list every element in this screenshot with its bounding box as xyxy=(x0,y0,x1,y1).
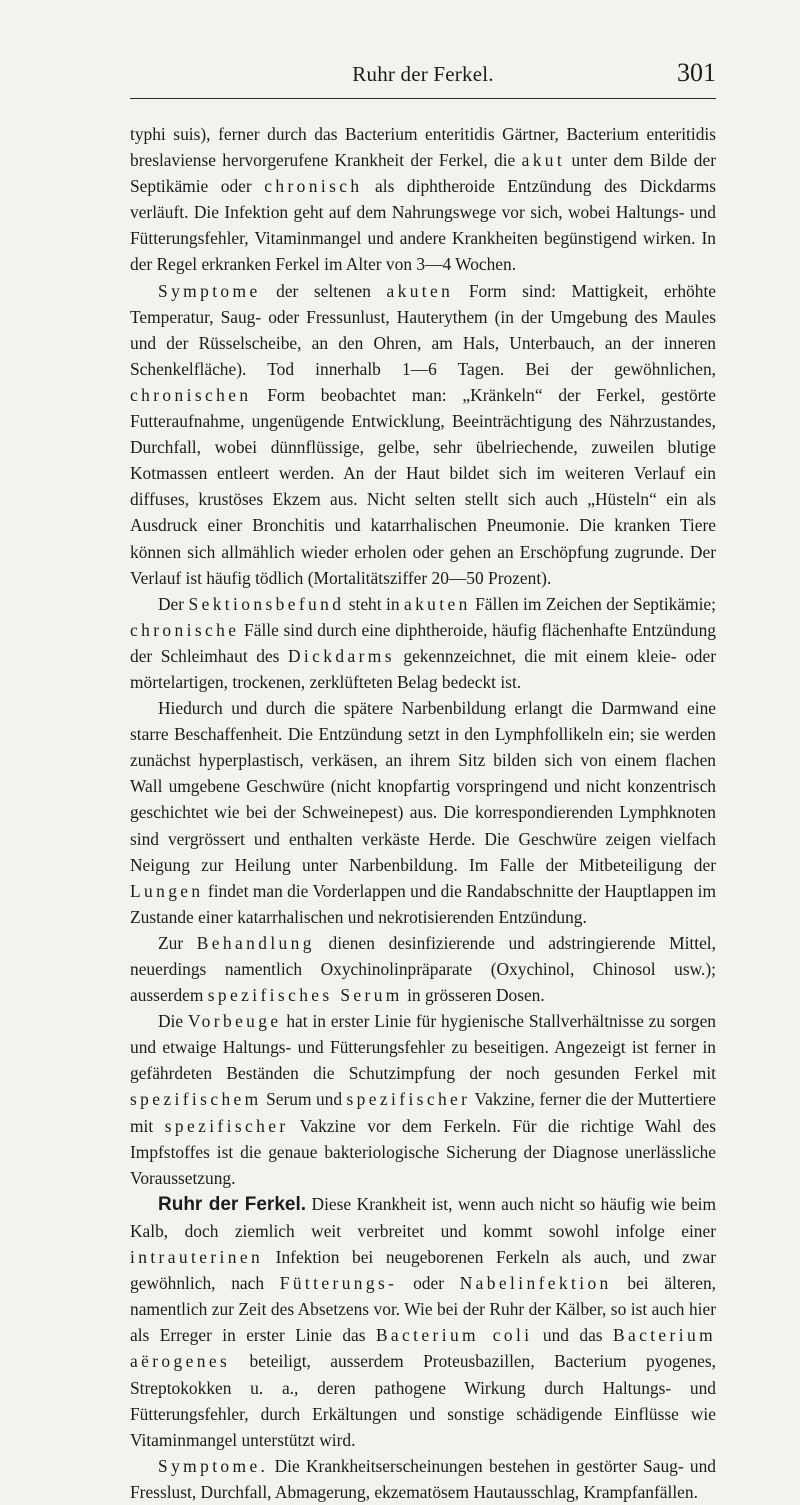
text-run: Fällen im Zeichen der Septikämie; xyxy=(470,593,716,614)
emphasis-spezifischer: spezifischer xyxy=(164,1115,289,1136)
text-run: Vakzine, ferner die der Muttertiere mit xyxy=(130,1089,716,1136)
text-run: der seltenen xyxy=(260,280,387,301)
emphasis-akuten: akuten xyxy=(403,593,471,614)
emphasis-chronisch: chronisch xyxy=(264,176,363,197)
text-run: Diese Krankheit ist, wenn auch nicht so häufig wie beim Kalb, doch ziemlich weit verbreitet und kommt sowohl infolge einer xyxy=(130,1193,716,1241)
emphasis-nabelinfektion: Nabelinfektion xyxy=(459,1273,612,1294)
paragraph-1 xyxy=(130,121,716,278)
text-run: bei älteren, namentlich zur Zeit des Absetzens vor. Wie bei der Ruhr der Kälber, so ist auch hier als Erreger in erster Linie das xyxy=(130,1273,716,1346)
text-run: Hiedurch und durch die spätere Narbenbildung erlangt die Darmwand eine starre Beschaffenheit. Die Entzündung setzt in den Lymphfollikeln ein; sie werden zunächst hyperplastisch, verkäsen, an ihrem Sitz bilden sich von einem flachen Wall umgebene Geschwüre (nicht knopfartig vorspringend und nicht konzentrisch geschichtet wie bei der Schweinepest) aus. Die korrespondierenden Lymphknoten sind vergrössert und enthalten verkäste Herde. Die Geschwüre zeigen vielfach Neigung zur Heilung unter Narbenbildung. Im Falle der Mitbeteiligung der xyxy=(130,698,716,875)
text-run: beteiligt, ausserdem Proteusbazillen, Bacterium pyogenes, Streptokokken u. a., deren pathogene Wirkung durch Haltungs- und Fütterungsfehler, durch Erkältungen und sonstige schädigende Einflüsse wie Vitaminmangel unterstützt wird. xyxy=(130,1351,716,1450)
page-number: 301 xyxy=(677,58,716,87)
emphasis-spezifischem: spezifischem xyxy=(130,1089,262,1110)
emphasis-akut: akut xyxy=(521,150,566,171)
emphasis-bacterium-coli: Bacterium coli xyxy=(375,1325,533,1346)
text-run: Infektion bei neugeborenen Ferkeln als auch, und zwar gewöhnlich, nach xyxy=(130,1247,716,1294)
paragraph-2 xyxy=(130,278,716,591)
emphasis-symptome: Symptome. xyxy=(158,1455,269,1476)
text-run: oder xyxy=(397,1273,460,1294)
paragraph-3 xyxy=(130,591,716,695)
text-run: als diphtheroide Entzündung des Dickdarms verläuft. Die Infektion geht auf dem Nahrungswege vor sich, wobei Haltungs- und Fütterungsfehler, Vitaminmangel und andere Krankheiten begünstigend wirken. In der Regel erkranken Ferkel im Alter von 3—4 Wochen. xyxy=(130,176,717,275)
paragraph-7 xyxy=(130,1191,716,1453)
text-run: Form beobachtet man: „Kränkeln“ der Ferkel, gestörte Futteraufnahme, ungenügende Entwicklung, Beeinträchtigung des Nährzustandes, Durchfall, wobei dünnflüssige, gelbe, sehr übelriechende, zuweilen blutige Kotmassen entleert werden. An der Haut bildet sich im weiteren Verlauf ein diffuses, krustöses Ekzem aus. Nicht selten stellt sich auch „Hüsteln“ ein als Ausdruck einer Bronchitis und katarrhalischen Pneumonie. Die kranken Tiere können sich allmählich wieder erholen oder gehen an Erschöpfung zugrunde. Der Verlauf ist häufig tödlich (Mortalitätsziffer 20—50 Prozent). xyxy=(130,384,716,588)
text-run: dienen desinfizierende und adstringierende Mittel, neuerdings namentlich Oxychinolinpräparate (Oxychinol, Chinosol usw.); ausserdem xyxy=(130,932,716,1006)
paragraph-5 xyxy=(130,930,716,1008)
text-run: Die Krankheitserscheinungen bestehen in gestörter Saug- und Fresslust, Durchfall, Abmagerung, ekzematösem Hautausschlag, Krampfanfällen. xyxy=(130,1455,716,1502)
emphasis-behandlung: Behandlung xyxy=(196,932,315,953)
text-run: in grösseren Dosen. xyxy=(402,985,545,1006)
text-run: Fälle sind durch eine diphtheroide, häufig flächenhafte Entzündung der Schleimhaut des xyxy=(130,619,716,666)
paragraph-4 xyxy=(130,695,716,930)
text-run: Serum und xyxy=(261,1089,347,1110)
emphasis-bacterium-aerogenes: Bacterium aërogenes xyxy=(130,1325,717,1372)
text-run: Zur xyxy=(158,932,197,953)
text-run: gekennzeichnet, die mit einem kleie- oder mörtelartigen, trockenen, zerklüfteten Belag bedeckt ist. xyxy=(130,645,717,692)
emphasis-fuetterungs: Fütterungs- xyxy=(279,1273,398,1294)
paragraph-6 xyxy=(130,1008,716,1191)
emphasis-chronische: chronische xyxy=(130,619,240,640)
text-run: steht in xyxy=(344,593,404,614)
emphasis-sektionsbefund: Sektionsbefund xyxy=(188,593,345,614)
page-header xyxy=(130,58,716,99)
emphasis-dickdarms: Dickdarms xyxy=(287,645,395,666)
text-run: Vakzine vor dem Ferkeln. Für die richtige Wahl des Impfstoffes ist die genaue bakteriologische Sicherung der Diagnose unerlässliche Voraussetzung. xyxy=(130,1115,716,1188)
emphasis-spezifischer: spezifischer xyxy=(346,1089,471,1110)
emphasis-lungen: Lungen xyxy=(130,880,204,901)
section-heading: Ruhr der Ferkel. xyxy=(158,1193,307,1215)
text-run: Form sind: Mattigkeit, erhöhte Temperatur, Saug- oder Fressunlust, Hauterythem (in der Umgebung des Maules und der Rüsselscheibe, an den Ohren, am Hals, Unterbauch, an der inneren Schenkelfläche). Tod innerhalb 1—6 Tagen. Bei der gewöhnlichen, xyxy=(130,280,717,379)
emphasis-symptome: Symptome xyxy=(158,280,261,301)
text-run: Die xyxy=(158,1011,188,1032)
emphasis-akuten: akuten xyxy=(386,280,454,301)
text-run: typhi suis), ferner durch das Bacterium enteritidis Gärtner, Bacterium enteritidis breslaviense hervorgerufene Krankheit der Ferkel, die xyxy=(130,124,716,171)
emphasis-vorbeuge: Vorbeuge xyxy=(187,1011,282,1032)
emphasis-chronischen: chronischen xyxy=(130,384,252,405)
text-run: Der xyxy=(158,593,189,614)
running-title: Ruhr der Ferkel. xyxy=(352,62,494,86)
text-run: hat in erster Linie für hygienische Stallverhältnisse zu sorgen und etwaige Haltungs- und Fütterungsfehler zu beseitigen. Angezeigt ist ferner in gefährdeten Beständen die Schutzimpfung der noch gesunden Ferkel mit xyxy=(130,1011,716,1084)
body-text xyxy=(130,121,716,1505)
emphasis-intrauterinen: intrauterinen xyxy=(130,1247,264,1268)
text-run: und das xyxy=(532,1325,613,1346)
text-run: findet man die Vorderlappen und die Randabschnitte der Hauptlappen im Zustande einer katarrhalischen und nekrotisierenden Entzündung. xyxy=(130,880,716,927)
paragraph-8 xyxy=(130,1453,716,1505)
text-run: unter dem Bilde der Septikämie oder xyxy=(130,150,716,197)
emphasis-spezifisches-serum: spezifisches Serum xyxy=(207,985,403,1006)
